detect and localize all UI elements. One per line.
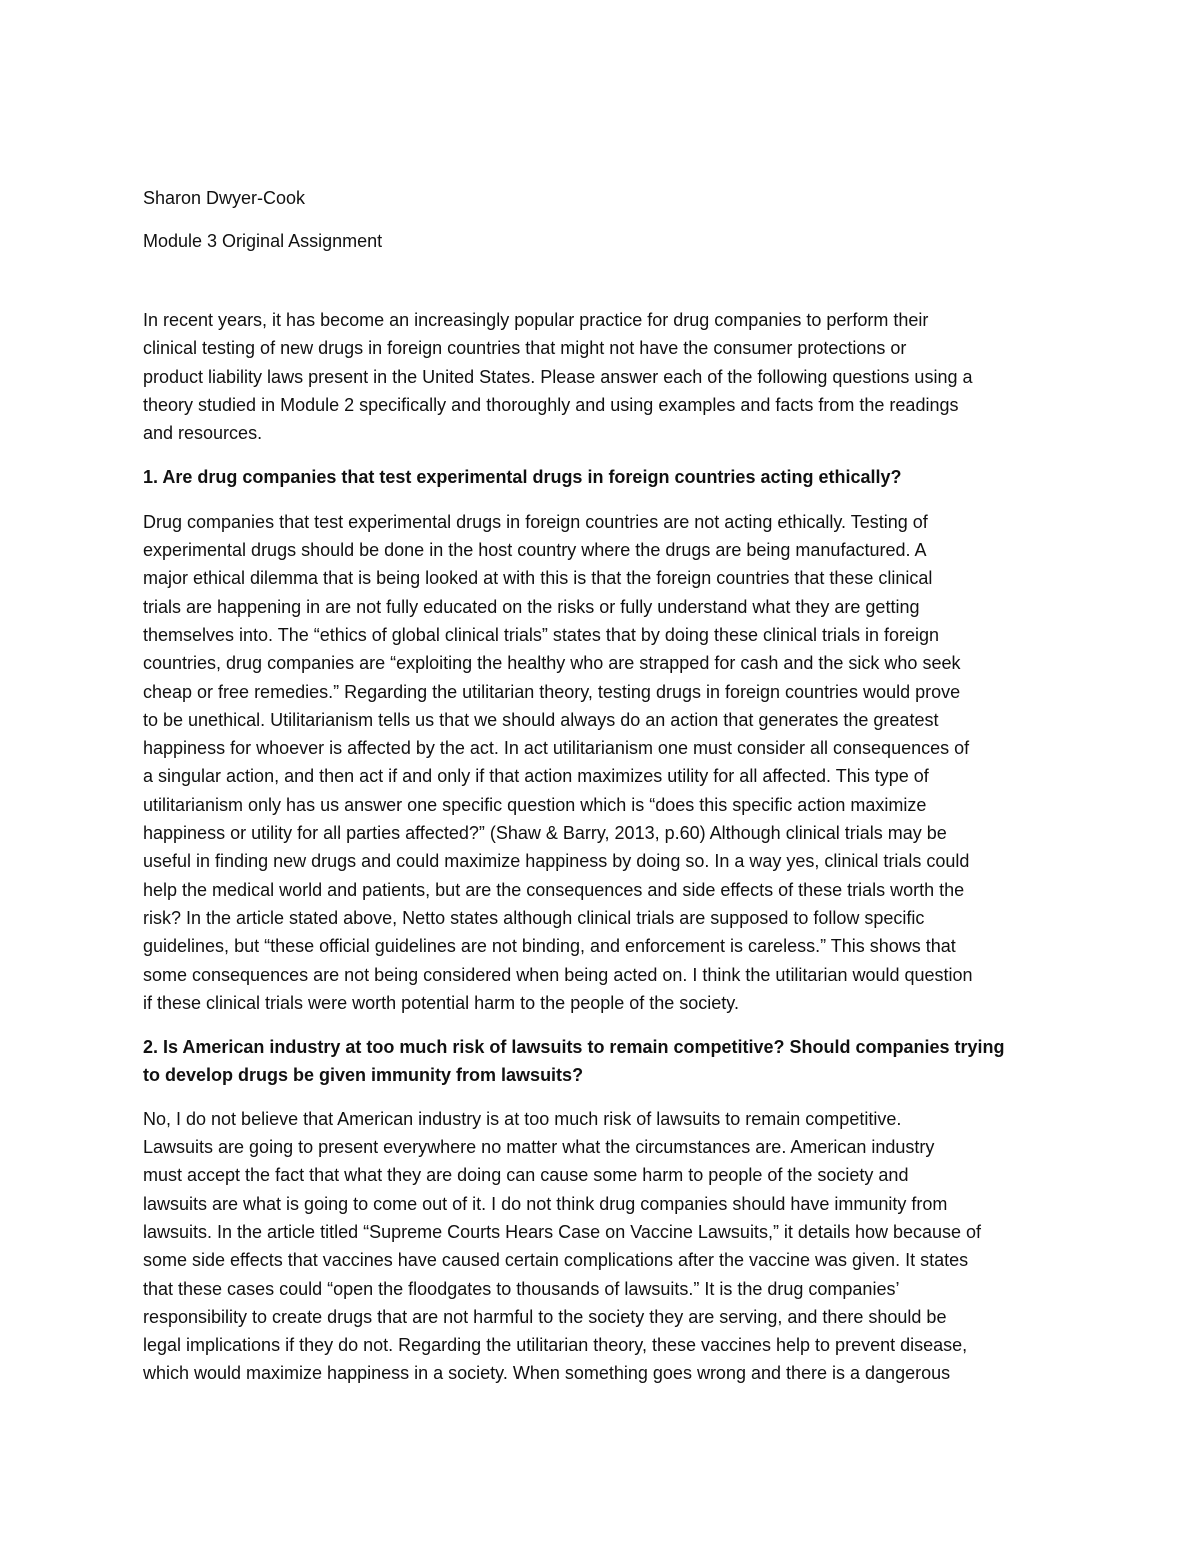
answer-1-paragraph	[143, 508, 1065, 1017]
paragraph-line: that these cases could “open the floodgates to thousands of lawsuits.” It is the drug companies’	[143, 1278, 900, 1299]
paragraph-line: Drug companies that test experimental drugs in foreign countries are not acting ethically. Testing of	[143, 511, 928, 532]
heading-line: 2. Is American industry at too much risk of lawsuits to remain competitive? Should companies trying	[143, 1037, 1005, 1058]
intro-paragraph	[143, 306, 1065, 447]
paragraph-line: guidelines, but “these official guidelines are not binding, and enforcement is careless.” This shows that	[143, 936, 956, 957]
paragraph-line: happiness or utility for all parties affected?” (Shaw & Barry, 2013, p.60) Although clinical trials may be	[143, 823, 947, 844]
heading-line: 1. Are drug companies that test experimental drugs in foreign countries acting ethically?	[143, 467, 902, 488]
paragraph-line: trials are happening in are not fully educated on the risks or fully understand what they are getting	[143, 596, 920, 617]
paragraph-line: experimental drugs should be done in the host country where the drugs are being manufactured. A	[143, 540, 927, 561]
answer-2-paragraph	[143, 1105, 1065, 1388]
paragraph-line: countries, drug companies are “exploiting the healthy who are strapped for cash and the sick who seek	[143, 653, 961, 674]
paragraph-line: In recent years, it has become an increasingly popular practice for drug companies to perform their	[143, 310, 929, 330]
paragraph-line: clinical testing of new drugs in foreign countries that might not have the consumer protections or	[143, 338, 907, 359]
paragraph-line: some side effects that vaccines have caused certain complications after the vaccine was given. It states	[143, 1250, 969, 1271]
paragraph-line: happiness for whoever is affected by the act. In act utilitarianism one must consider all consequences of	[143, 738, 970, 759]
paragraph-line: useful in finding new drugs and could maximize happiness by doing so. In a way yes, clinical trials could	[143, 851, 970, 872]
paragraph-line: cheap or free remedies.” Regarding the utilitarian theory, testing drugs in foreign countries would prove	[143, 681, 961, 702]
paragraph-line: legal implications if they do not. Regarding the utilitarian theory, these vaccines help to prevent disease,	[143, 1335, 968, 1356]
paragraph-line: responsibility to create drugs that are not harmful to the society they are serving, and there should be	[143, 1306, 947, 1327]
paragraph-line: No, I do not believe that American industry is at too much risk of lawsuits to remain competitive.	[143, 1108, 902, 1129]
author-name: Sharon Dwyer-Cook	[143, 188, 306, 208]
assignment-title: Module 3 Original Assignment	[143, 231, 383, 251]
paragraph-line: themselves into. The “ethics of global clinical trials” states that by doing these clinical trials in foreign	[143, 624, 940, 645]
question-2-heading	[143, 1033, 1065, 1090]
paragraph-line: utilitarianism only has us answer one specific question which is “does this specific action maximize	[143, 794, 927, 815]
paragraph-line: risk? In the article stated above, Netto states although clinical trials are supposed to follow specific	[143, 907, 925, 928]
paragraph-line: which would maximize happiness in a society. When something goes wrong and there is a dangerous	[143, 1363, 951, 1384]
question-1-heading	[143, 463, 1065, 491]
paragraph-line: some consequences are not being considered when being acted on. I think the utilitarian would question	[143, 964, 973, 985]
paragraph-line: lawsuits are what is going to come out of it. I do not think drug companies should have immunity from	[143, 1193, 948, 1214]
paragraph-line: to be unethical. Utilitarianism tells us that we should always do an action that generates the greatest	[143, 709, 939, 730]
paragraph-line: Lawsuits are going to present everywhere no matter what the circumstances are. American industry	[143, 1137, 935, 1158]
paragraph-line: if these clinical trials were worth potential harm to the people of the society.	[143, 992, 739, 1013]
paragraph-line: and resources.	[143, 423, 263, 444]
paragraph-line: must accept the fact that what they are doing can cause some harm to people of the society and	[143, 1165, 909, 1186]
paragraph-line: major ethical dilemma that is being looked at with this is that the foreign countries that these clinical	[143, 568, 933, 589]
paragraph-line: theory studied in Module 2 specifically and thoroughly and using examples and facts from the readings	[143, 394, 959, 415]
document-body	[143, 184, 1065, 1388]
paragraph-line: lawsuits. In the article titled “Supreme Courts Hears Case on Vaccine Lawsuits,” it details how because of	[143, 1221, 982, 1242]
paragraph-line: help the medical world and patients, but are the consequences and side effects of these trials worth the	[143, 879, 965, 900]
paragraph-line: product liability laws present in the United States. Please answer each of the following questions using a	[143, 366, 973, 387]
heading-line: to develop drugs be given immunity from lawsuits?	[143, 1065, 584, 1086]
paragraph-line: a singular action, and then act if and only if that action maximizes utility for all affected. This type of	[143, 766, 929, 787]
